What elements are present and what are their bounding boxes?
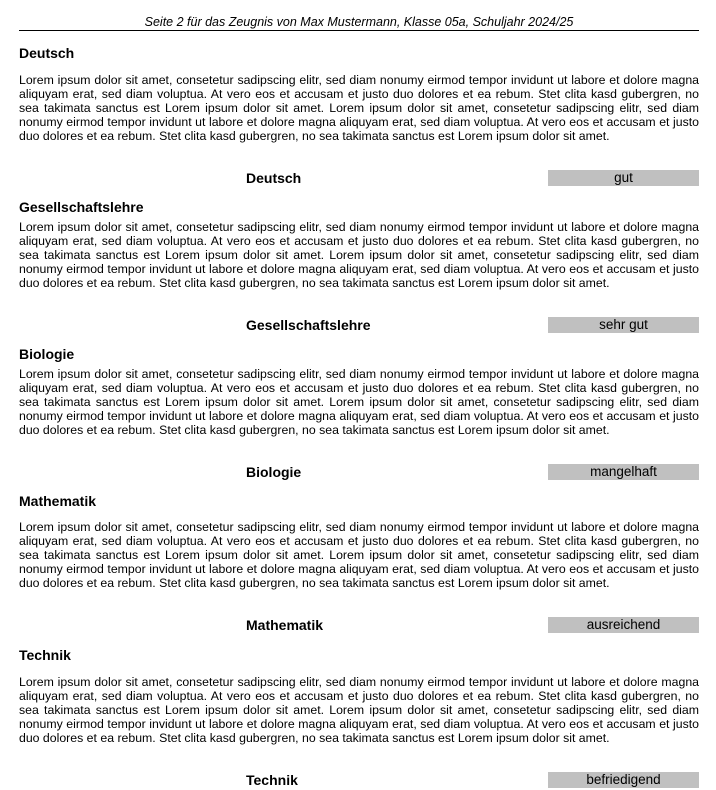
section-title: Technik [19,647,71,663]
section-text: Lorem ipsum dolor sit amet, consetetur sadipscing elitr, sed diam nonumy eirmod tempor invidunt ut labore et dolore magna aliquyam erat, sed diam voluptua. At vero eos et accusam et justo duo dolores et ea rebum. Stet clita kasd gubergren, no sea takimata sanctus est Lorem ipsum dolor sit amet. Lorem ipsum dolor sit amet, consetetur sadipscing elitr, sed diam nonumy eirmod tempor invidunt ut labore et dolore magna aliquyam erat, sed diam voluptua. At vero eos et accusam et justo duo dolores et ea rebum. Stet clita kasd gubergren, no sea takimata sanctus est Lorem ipsum dolor sit amet. [19,367,699,437]
section-title: Deutsch [19,45,75,61]
page-header: Seite 2 für das Zeugnis von Max Mustermann, Klasse 05a, Schuljahr 2024/25 [19,14,699,31]
grade-row [19,772,699,788]
section-text: Lorem ipsum dolor sit amet, consetetur sadipscing elitr, sed diam nonumy eirmod tempor invidunt ut labore et dolore magna aliquyam erat, sed diam voluptua. At vero eos et accusam et justo duo dolores et ea rebum. Stet clita kasd gubergren, no sea takimata sanctus est Lorem ipsum dolor sit amet. Lorem ipsum dolor sit amet, consetetur sadipscing elitr, sed diam nonumy eirmod tempor invidunt ut labore et dolore magna aliquyam erat, sed diam voluptua. At vero eos et accusam et justo duo dolores et ea rebum. Stet clita kasd gubergren, no sea takimata sanctus est Lorem ipsum dolor sit amet. [19,73,699,143]
grade-subject: Technik [246,772,298,788]
grade-value: ausreichend [548,617,699,633]
grade-value: befriedigend [548,772,699,788]
section-text: Lorem ipsum dolor sit amet, consetetur sadipscing elitr, sed diam nonumy eirmod tempor invidunt ut labore et dolore magna aliquyam erat, sed diam voluptua. At vero eos et accusam et justo duo dolores et ea rebum. Stet clita kasd gubergren, no sea takimata sanctus est Lorem ipsum dolor sit amet. Lorem ipsum dolor sit amet, consetetur sadipscing elitr, sed diam nonumy eirmod tempor invidunt ut labore et dolore magna aliquyam erat, sed diam voluptua. At vero eos et accusam et justo duo dolores et ea rebum. Stet clita kasd gubergren, no sea takimata sanctus est Lorem ipsum dolor sit amet. [19,675,699,745]
grade-subject: Biologie [246,464,302,480]
grade-row [19,317,699,333]
grade-value: sehr gut [548,317,699,333]
grade-row [19,464,699,480]
section-title: Gesellschaftslehre [19,199,144,215]
grade-value: gut [548,170,699,186]
section-text: Lorem ipsum dolor sit amet, consetetur sadipscing elitr, sed diam nonumy eirmod tempor invidunt ut labore et dolore magna aliquyam erat, sed diam voluptua. At vero eos et accusam et justo duo dolores et ea rebum. Stet clita kasd gubergren, no sea takimata sanctus est Lorem ipsum dolor sit amet. Lorem ipsum dolor sit amet, consetetur sadipscing elitr, sed diam nonumy eirmod tempor invidunt ut labore et dolore magna aliquyam erat, sed diam voluptua. At vero eos et accusam et justo duo dolores et ea rebum. Stet clita kasd gubergren, no sea takimata sanctus est Lorem ipsum dolor sit amet. [19,520,699,590]
section-title: Biologie [19,346,75,362]
grade-subject: Gesellschaftslehre [246,317,371,333]
grade-subject: Mathematik [246,617,324,633]
grade-value: mangelhaft [548,464,699,480]
section-title: Mathematik [19,493,97,509]
grade-subject: Deutsch [246,170,302,186]
section-text: Lorem ipsum dolor sit amet, consetetur sadipscing elitr, sed diam nonumy eirmod tempor invidunt ut labore et dolore magna aliquyam erat, sed diam voluptua. At vero eos et accusam et justo duo dolores et ea rebum. Stet clita kasd gubergren, no sea takimata sanctus est Lorem ipsum dolor sit amet. Lorem ipsum dolor sit amet, consetetur sadipscing elitr, sed diam nonumy eirmod tempor invidunt ut labore et dolore magna aliquyam erat, sed diam voluptua. At vero eos et accusam et justo duo dolores et ea rebum. Stet clita kasd gubergren, no sea takimata sanctus est Lorem ipsum dolor sit amet. [19,220,699,290]
grade-row [19,170,699,186]
grade-row [19,617,699,633]
